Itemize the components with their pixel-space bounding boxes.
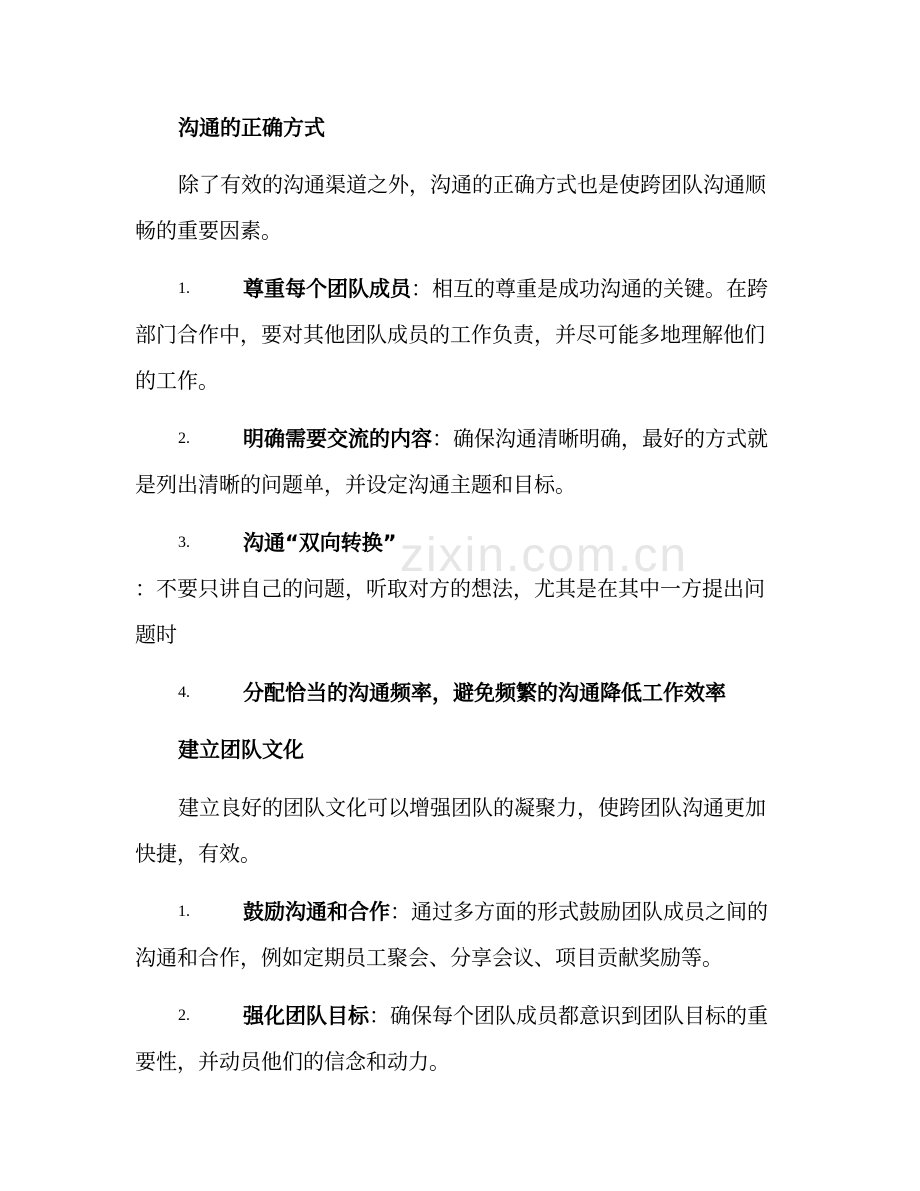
list-item-title: 沟通“双向转换” [243, 531, 397, 555]
list-item-title: 明确需要交流的内容 [243, 427, 432, 451]
paragraph-line: ：不要只讲自己的问题，听取对方的想法，尤其是在其中一方提出问 [135, 577, 765, 601]
list-item-text: ：确保每个团队成员都意识到团队目标的重 [369, 1004, 768, 1028]
paragraph-line: 的工作。 [135, 369, 219, 393]
list-item-title: 尊重每个团队成员 [243, 277, 411, 301]
paragraph-line: 建立良好的团队文化可以增强团队的凝聚力，使跨团队沟通更加 [178, 796, 766, 820]
list-item-text: ：相互的尊重是成功沟通的关键。在跨 [411, 277, 768, 301]
paragraph-line: 题时 [135, 623, 177, 647]
list-number: 3. [178, 534, 190, 551]
list-item-text: ：通过多方面的形式鼓励团队成员之间的 [390, 900, 768, 924]
list-item-title: 分配恰当的沟通频率，避免频繁的沟通降低工作效率 [243, 681, 726, 705]
list-number: 1. [178, 903, 190, 920]
watermark: zixin.com.cn [400, 529, 689, 582]
paragraph-line: 沟通和合作，例如定期员工聚会、分享会议、项目贡献奖励等。 [135, 946, 723, 970]
list-item-text: ：确保沟通清晰明确，最好的方式就 [432, 427, 768, 451]
section-heading: 建立团队文化 [178, 738, 304, 762]
paragraph-line: 畅的重要因素。 [135, 219, 282, 243]
list-item-title: 鼓励沟通和合作 [243, 900, 390, 924]
section-heading: 沟通的正确方式 [178, 116, 325, 140]
list-item-line [243, 427, 768, 451]
list-number: 1. [178, 280, 190, 297]
paragraph-line: 除了有效的沟通渠道之外，沟通的正确方式也是使跨团队沟通顺 [178, 173, 766, 197]
list-item-line [243, 277, 768, 301]
paragraph-line: 是列出清晰的问题单，并设定沟通主题和目标。 [135, 473, 576, 497]
list-number: 2. [178, 1007, 190, 1024]
list-item-title: 强化团队目标 [243, 1004, 369, 1028]
paragraph-line: 快捷，有效。 [135, 842, 261, 866]
list-item-line [243, 900, 768, 924]
list-number: 2. [178, 430, 190, 447]
list-item-line [243, 1004, 768, 1028]
paragraph-line: 要性，并动员他们的信念和动力。 [135, 1050, 450, 1074]
list-number: 4. [178, 684, 190, 701]
paragraph-line: 部门合作中，要对其他团队成员的工作负责，并尽可能多地理解他们 [135, 323, 765, 347]
